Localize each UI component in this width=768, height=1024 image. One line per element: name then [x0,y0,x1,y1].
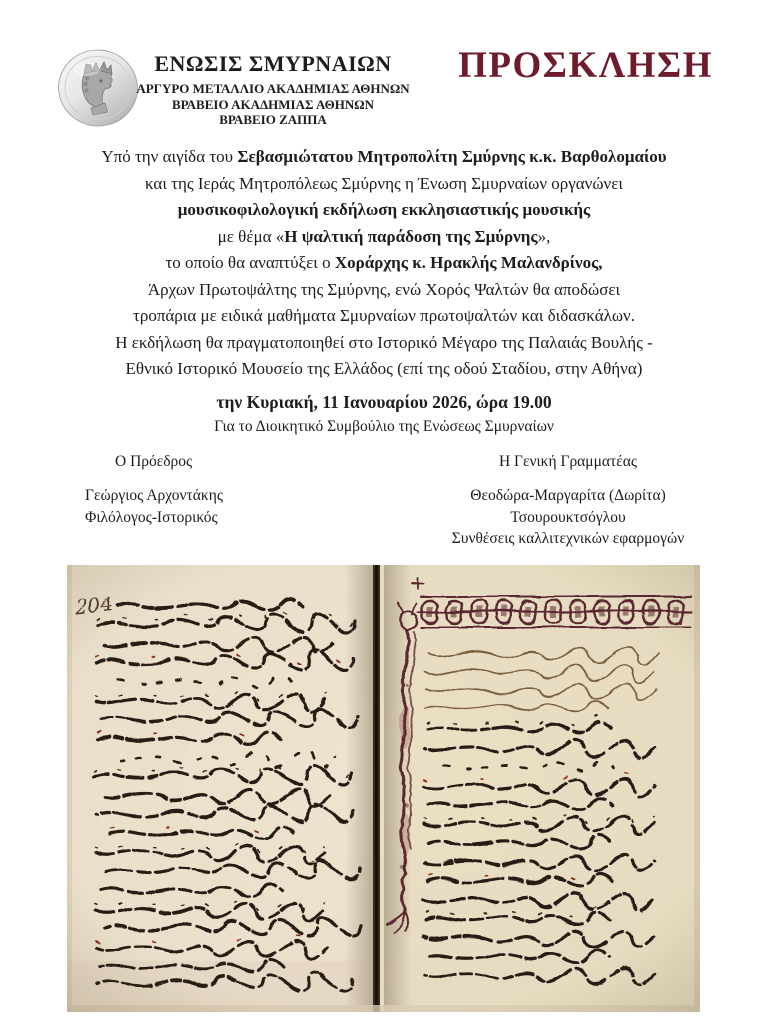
invitation-title: ΠΡΟΣΚΛΗΣΗ [458,45,713,86]
secretary-role: Η Γενική Γραμματέας [498,453,638,470]
line-text: Υπό την αιγίδα του [101,147,238,166]
president-column [85,452,385,550]
emphasis-text: Η ψαλτική παράδοση της Σμύρνης [284,226,538,246]
invitation-line [0,144,768,171]
paragraph-event [0,144,768,330]
invitation-line [0,250,768,277]
president-title: Φιλόλογος-Ιστορικός [85,508,218,526]
secretary-name: Θεοδώρα-Μαργαρίτα (Δωρίτα) [470,487,666,504]
line-text: με θέμα « [217,226,285,246]
signature-block [0,452,768,550]
president-name: Γεώργιος Αρχοντάκης [85,487,223,504]
manuscript-image [67,565,700,1012]
invitation-line [0,197,768,224]
emphasis-text: Σεβασμιώτατου Μητροπολίτη Σμύρνης κ.κ. Βαρθολομαίου [237,147,667,166]
header [0,45,768,133]
invitation-line [0,224,768,251]
president-role: Ο Πρόεδρος [115,453,193,470]
line-text: », [537,226,551,246]
invitation-line: Η εκδήλωση θα πραγματοποιηθεί στο Ιστορικό Μέγαρο της Παλαιάς Βουλής - [115,332,653,352]
line-text: το οποίο θα αναπτύξει ο [165,253,335,272]
photo-vignette [67,565,700,1012]
paragraph-venue [0,330,768,414]
organization-subtitle: ΒΡΑΒΕΙΟ ΖΑΠΠΑ [219,112,327,127]
emphasis-text: μουσικοφιλολογική εκδήλωση εκκλησιαστικής μουσικής [177,200,591,219]
invitation-line: Άρχων Πρωτοψάλτης της Σμύρνης, ενώ Χορός Ψαλτών θα αποδώσει [147,279,621,299]
event-date-line: την Κυριακή, 11 Ιανουαρίου 2026, ώρα 19.00 [216,391,552,412]
organization-subtitle: ΑΡΓΥΡΟ ΜΕΤΑΛΛΙΟ ΑΚΑΔΗΜΙΑΣ ΑΘΗΝΩΝ [136,81,410,96]
secretary-title: Συνθέσεις καλλιτεχνικών εφαρμογών [451,530,685,547]
organization-block [112,51,434,128]
committee-intro: Για το Διοικητικό Συμβούλιο της Ενώσεως Σμυρναίων [214,418,554,435]
invitation-line: τροπάρια με ειδικά μαθήματα Σμυρναίων πρωτοψαλτών και διδασκάλων. [133,306,635,325]
invitation-line: Εθνικό Ιστορικό Μουσείο της Ελλάδος (επί της οδού Σταδίου, στην Αθήνα) [125,359,643,378]
invitation-body [0,144,768,550]
emphasis-text: Χοράρχης κ. Ηρακλής Μαλανδρίνος, [334,253,603,272]
invitation-line: και της Ιεράς Μητροπόλεως Σμύρνης η Ένωση Σμυρναίων οργανώνει [145,173,623,193]
organization-subtitle: ΒΡΑΒΕΙΟ ΑΚΑΔΗΜΙΑΣ ΑΘΗΝΩΝ [171,96,375,112]
secretary-column [423,452,713,550]
organization-title: ΕΝΩΣΙΣ ΣΜΥΡΝΑΙΩΝ [154,51,392,76]
secretary-name: Τσουρουκτσόγλου [510,508,626,526]
